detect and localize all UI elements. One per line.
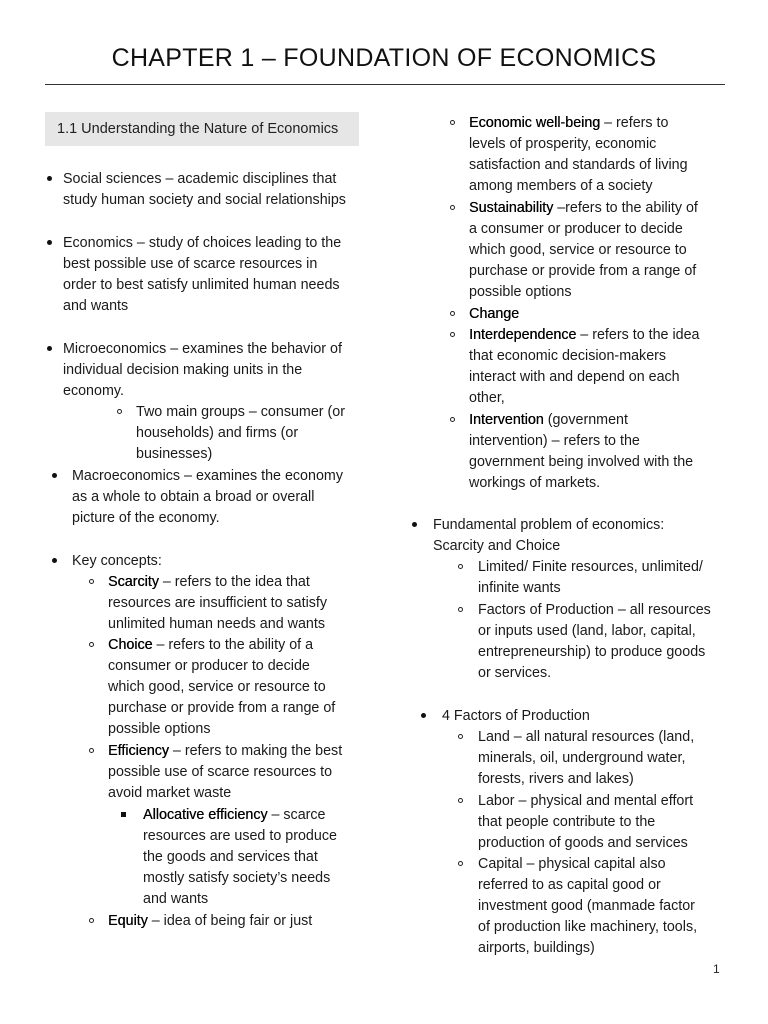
- text-line: possible options: [469, 284, 572, 300]
- text-line: minerals, oil, underground water,: [478, 750, 686, 766]
- text-line: Choice – refers to the ability of a: [108, 637, 314, 653]
- text-line: the goods and services that: [143, 849, 318, 865]
- text-line: businesses): [136, 446, 213, 462]
- text-line: Fundamental problem of economics:: [433, 517, 665, 533]
- text-line: and wants: [143, 891, 209, 907]
- text-line: households) and firms (or: [136, 425, 299, 441]
- text-line: that people contribute to the: [478, 814, 656, 830]
- text-line: Labor – physical and mental effort: [478, 793, 694, 809]
- text-line: Efficiency – refers to making the best: [108, 743, 343, 759]
- text-line: Equity – idea of being fair or just: [108, 913, 313, 929]
- section-heading: 1.1 Understanding the Nature of Economics: [45, 112, 359, 146]
- bullet-icon: [47, 176, 52, 181]
- text-line: purchase or provide from a range of: [469, 263, 697, 279]
- square-bullet-icon: [121, 812, 126, 817]
- bullet-icon: [52, 473, 57, 478]
- text-line: of production like machinery, tools,: [478, 919, 698, 935]
- circle-bullet-icon: [458, 564, 463, 569]
- text-line: Key concepts:: [72, 553, 162, 569]
- text-line: Allocative efficiency – scarce: [143, 807, 326, 823]
- text-line: 4 Factors of Production: [442, 708, 590, 724]
- text-line: Sustainability –refers to the ability of: [469, 200, 698, 216]
- text-line: mostly satisfy society’s needs: [143, 870, 331, 886]
- circle-bullet-icon: [458, 734, 463, 739]
- term-sustainability: Sustainability: [469, 200, 554, 216]
- circle-bullet-icon: [458, 861, 463, 866]
- text-line: Microeconomics – examines the behavior of: [63, 341, 342, 357]
- term-interdependence: Interdependence: [469, 327, 577, 343]
- text-line: Social sciences – academic disciplines that: [63, 171, 337, 187]
- bullet-icon: [47, 346, 52, 351]
- circle-bullet-icon: [117, 409, 122, 414]
- text-line: [469, 304, 519, 325]
- text-line: unlimited human needs and wants: [108, 616, 325, 632]
- text-line: intervention) – refers to the: [469, 433, 640, 449]
- text-line: referred to as capital good or: [478, 877, 661, 893]
- bullet-icon: [421, 713, 426, 718]
- text-line: as a whole to obtain a broad or overall: [72, 489, 315, 505]
- text-line: possible use of scarce resources to: [108, 764, 333, 780]
- text-line: airports, buildings): [478, 940, 595, 956]
- title-divider: [45, 84, 725, 85]
- circle-bullet-icon: [450, 332, 455, 337]
- circle-bullet-icon: [450, 311, 455, 316]
- page-title: CHAPTER 1 – FOUNDATION OF ECONOMICS: [111, 44, 657, 72]
- text-line: entrepreneurship) to produce goods: [478, 644, 706, 660]
- page-number: 1: [713, 962, 720, 976]
- circle-bullet-icon: [89, 918, 94, 923]
- text-line: workings of markets.: [469, 475, 601, 491]
- text-line: Capital – physical capital also: [478, 856, 666, 872]
- circle-bullet-icon: [450, 205, 455, 210]
- term-intervention: Intervention: [469, 412, 544, 428]
- text-line: order to best satisfy unlimited human needs: [63, 277, 340, 293]
- text-line: infinite wants: [478, 580, 561, 596]
- circle-bullet-icon: [89, 642, 94, 647]
- text-line: best possible use of scarce resources in: [63, 256, 318, 272]
- term-choice: Choice: [108, 637, 153, 653]
- text-line: that economic decision-makers: [469, 348, 667, 364]
- circle-bullet-icon: [458, 798, 463, 803]
- text-line: Economics – study of choices leading to the: [63, 235, 342, 251]
- text-line: Scarcity – refers to the idea that: [108, 574, 310, 590]
- text-line: consumer or producer to decide: [108, 658, 310, 674]
- text-line: study human society and social relationships: [63, 192, 346, 208]
- text-line: resources are used to produce: [143, 828, 337, 844]
- term-scarcity: Scarcity: [108, 574, 159, 590]
- term-efficiency: Efficiency: [108, 743, 169, 759]
- circle-bullet-icon: [89, 579, 94, 584]
- text-line: economy.: [63, 383, 124, 399]
- circle-bullet-icon: [89, 748, 94, 753]
- text-line: possible options: [108, 721, 211, 737]
- text-line: or inputs used (land, labor, capital,: [478, 623, 696, 639]
- text-line: or services.: [478, 665, 552, 681]
- text-line: a consumer or producer to decide: [469, 221, 683, 237]
- text-line: which good, service or resource to: [108, 679, 326, 695]
- text-line: among members of a society: [469, 178, 653, 194]
- text-line: production of goods and services: [478, 835, 688, 851]
- text-line: Intervention (government: [469, 412, 628, 428]
- text-line: and wants: [63, 298, 129, 314]
- text-line: satisfaction and standards of living: [469, 157, 688, 173]
- text-line: other,: [469, 390, 505, 406]
- term-equity: Equity: [108, 913, 148, 929]
- text-line: picture of the economy.: [72, 510, 220, 526]
- term-change: Change: [469, 306, 520, 322]
- text-line: purchase or provide from a range of: [108, 700, 336, 716]
- text-line: Limited/ Finite resources, unlimited/: [478, 559, 703, 575]
- text-line: resources are insufficient to satisfy: [108, 595, 328, 611]
- text-line: Factors of Production – all resources: [478, 602, 711, 618]
- bullet-icon: [47, 240, 52, 245]
- text-line: Land – all natural resources (land,: [478, 729, 695, 745]
- term-allocative: Allocative efficiency: [143, 807, 268, 823]
- text-line: government being involved with the: [469, 454, 694, 470]
- text-line: investment good (manmade factor: [478, 898, 695, 914]
- text-line: individual decision making units in the: [63, 362, 303, 378]
- text-line: Macroeconomics – examines the economy: [72, 468, 343, 484]
- circle-bullet-icon: [450, 120, 455, 125]
- text-line: avoid market waste: [108, 785, 232, 801]
- text-line: Economic well-being – refers to: [469, 115, 669, 131]
- text-line: which good, service or resource to: [469, 242, 687, 258]
- text-line: Interdependence – refers to the idea: [469, 327, 700, 343]
- text-line: interact with and depend on each: [469, 369, 680, 385]
- text-line: Scarcity and Choice: [433, 538, 561, 554]
- circle-bullet-icon: [458, 607, 463, 612]
- text-line: forests, rivers and lakes): [478, 771, 634, 787]
- term-wellbeing: Economic well-being: [469, 115, 601, 131]
- bullet-icon: [52, 558, 57, 563]
- circle-bullet-icon: [450, 417, 455, 422]
- bullet-icon: [412, 522, 417, 527]
- text-line: Two main groups – consumer (or: [136, 404, 345, 420]
- text-line: levels of prosperity, economic: [469, 136, 657, 152]
